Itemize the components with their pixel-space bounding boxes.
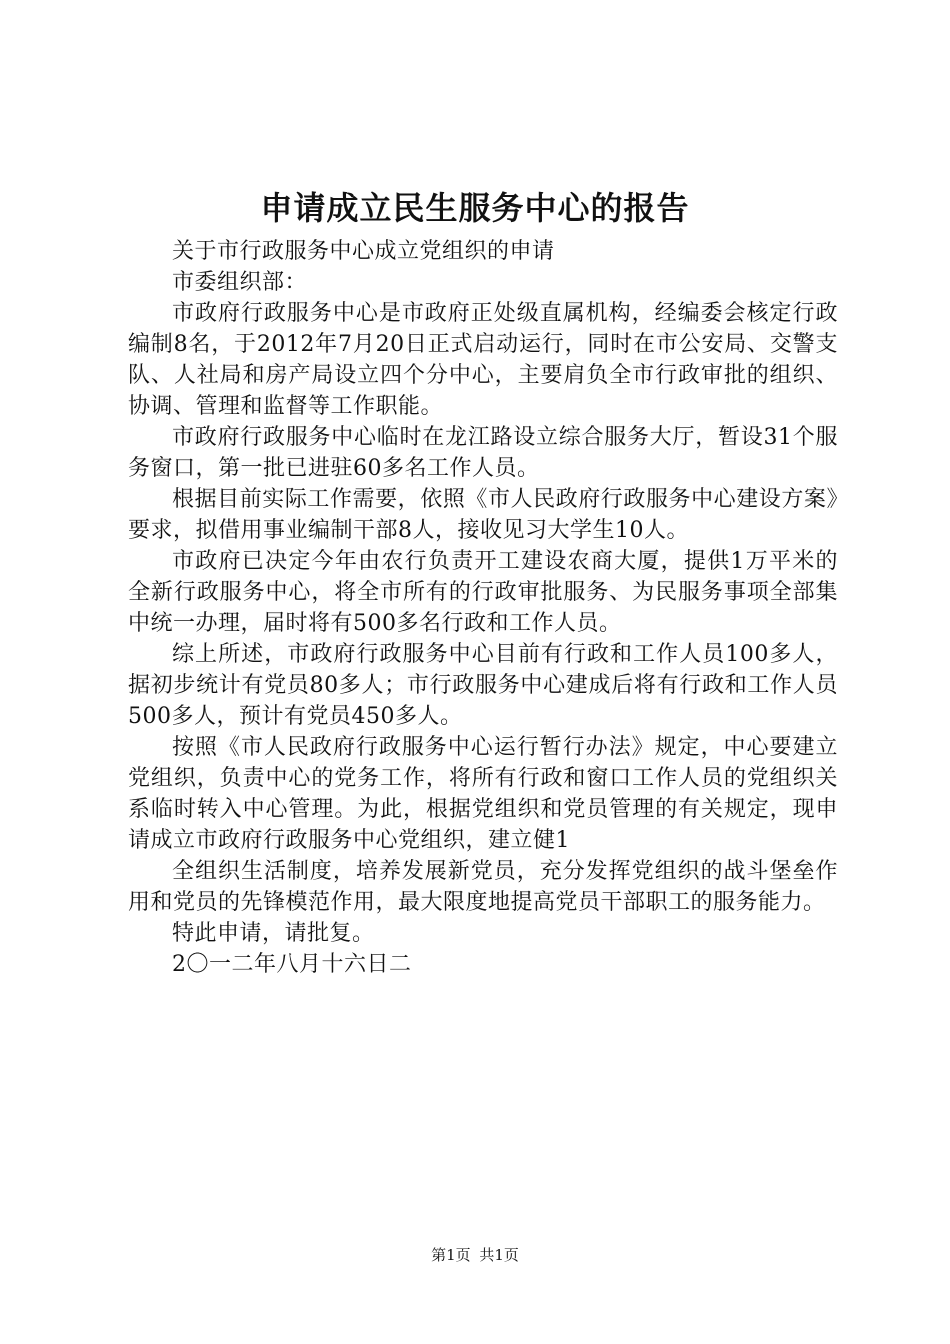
paragraph-intro: 市政府行政服务中心是市政府正处级直属机构，经编委会核定行政编制8名，于2012年7月20日正式启动运行，同时在市公安局、交警支队、人社局和房产局设立四个分中心，主要肩负全市行政审批的组织、协调、管理和监督等工作职能。 [128, 301, 838, 419]
page-number: 第1页 [431, 1246, 471, 1264]
document-body [128, 236, 838, 980]
paragraph-date: 2〇一二年八月十六日二 [172, 952, 412, 977]
paragraph-hall: 市政府行政服务中心临时在龙江路设立综合服务大厅，暂设31个服务窗口，第一批已进驻60多名工作人员。 [128, 425, 838, 481]
paragraph-recipient: 市委组织部： [172, 270, 308, 295]
paragraph-summary: 综上所述，市政府行政服务中心目前有行政和工作人员100多人，据初步统计有党员80多人；市行政服务中心建成后将有行政和工作人员500多人，预计有党员450多人。 [128, 642, 838, 729]
document-title: 申请成立民生服务中心的报告 [260, 189, 690, 227]
page-footer [0, 1244, 950, 1266]
paragraph-purpose: 全组织生活制度，培养发展新党员，充分发挥党组织的战斗堡垒作用和党员的先锋模范作用，最大限度地提高党员干部职工的服务能力。 [128, 859, 838, 915]
paragraph-staffing: 根据目前实际工作需要，依照《市人民政府行政服务中心建设方案》要求，拟借用事业编制干部8人，接收见习大学生10人。 [128, 487, 838, 543]
paragraph-closing: 特此申请，请批复。 [172, 921, 375, 946]
page-total: 共1页 [479, 1246, 519, 1264]
paragraph-request: 按照《市人民政府行政服务中心运行暂行办法》规定，中心要建立党组织，负责中心的党务工作，将所有行政和窗口工作人员的党组织关系临时转入中心管理。为此，根据党组织和党员管理的有关规定，现申请成立市政府行政服务中心党组织，建立健1 [128, 735, 838, 853]
paragraph-subject: 关于市行政服务中心成立党组织的申请 [172, 239, 555, 264]
paragraph-building: 市政府已决定今年由农行负责开工建设农商大厦，提供1万平米的全新行政服务中心，将全市所有的行政审批服务、为民服务事项全部集中统一办理，届时将有500多名行政和工作人员。 [128, 549, 838, 636]
